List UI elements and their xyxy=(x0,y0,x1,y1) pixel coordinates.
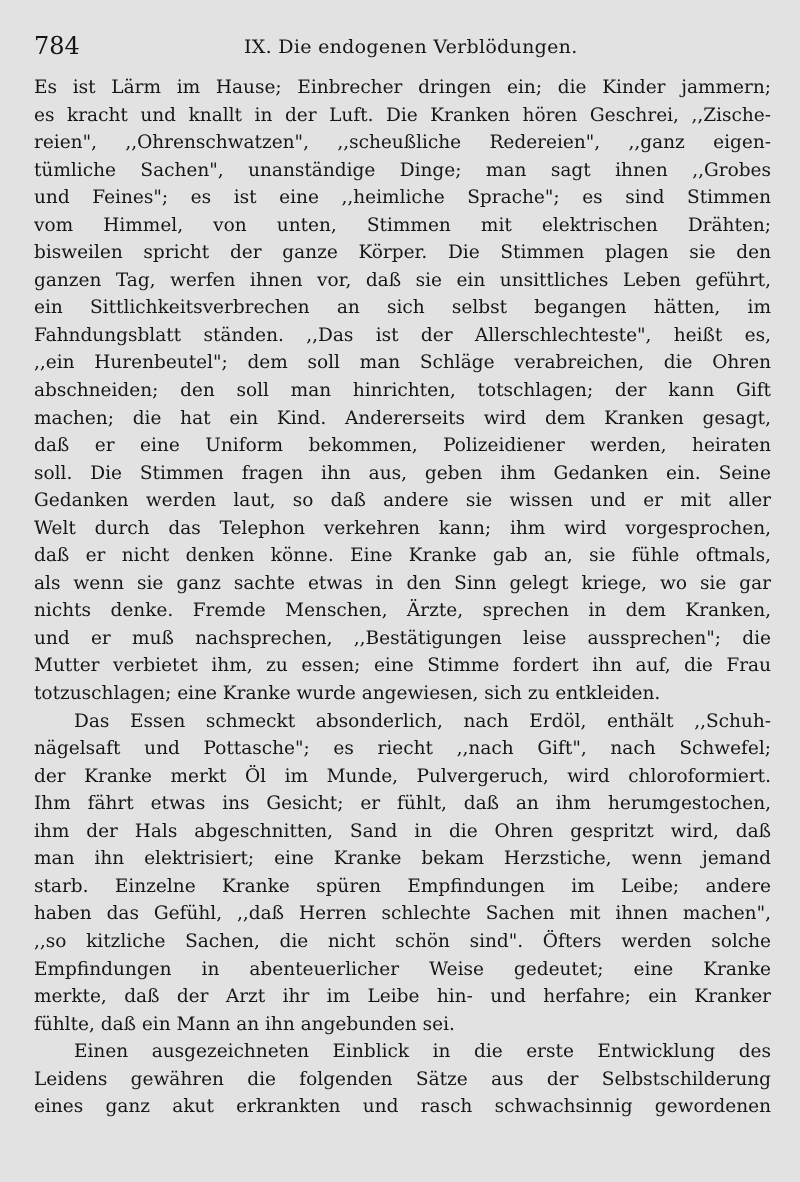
text-line: man ihn elektrisiert; eine Kranke bekam Herzstiche, wenn jemand xyxy=(34,848,771,870)
text-line: und Feines"; es ist eine ,,heimliche Sprache"; es sind Stimmen xyxy=(34,187,771,209)
text-line: Mutter verbietet ihm, zu essen; eine Stimme fordert ihn auf, die Frau xyxy=(34,655,771,677)
paragraph xyxy=(34,74,771,708)
text-line: eines ganz akut erkrankten und rasch schwachsinnig gewordenen xyxy=(34,1096,771,1118)
text-line: bisweilen spricht der ganze Körper. Die Stimmen plagen sie den xyxy=(34,242,771,264)
text-line: Empfindungen in abenteuerlicher Weise gedeutet; eine Kranke xyxy=(34,958,771,980)
text-line: abschneiden; den soll man hinrichten, totschlagen; der kann Gift xyxy=(34,380,771,402)
text-line: nägelsaft und Pottasche"; es riecht ,,nach Gift", nach Schwefel; xyxy=(34,738,771,760)
text-line: es kracht und knallt in der Luft. Die Kranken hören Geschrei, ,,Zische- xyxy=(34,104,771,126)
paragraph xyxy=(34,708,771,1039)
text-line: Leidens gewähren die folgenden Sätze aus der Selbstschilderung xyxy=(34,1068,771,1090)
text-line: Gedanken werden laut, so daß andere sie wissen und er mit aller xyxy=(34,490,771,512)
text-line: ,,ein Hurenbeutel"; dem soll man Schläge verabreichen, die Ohren xyxy=(34,352,771,374)
text-line: Das Essen schmeckt absonderlich, nach Erdöl, enthält ,,Schuh- xyxy=(74,710,771,732)
text-line: Fahndungsblatt ständen. ,,Das ist der Allerschlechteste", heißt es, xyxy=(34,324,771,346)
text-line: vom Himmel, von unten, Stimmen mit elektrischen Drähten; xyxy=(34,214,771,236)
text-line: daß er eine Uniform bekommen, Polizeidiener werden, heiraten xyxy=(34,435,771,457)
text-line: haben das Gefühl, ,,daß Herren schlechte Sachen mit ihnen machen", xyxy=(34,903,771,925)
text-line: Es ist Lärm im Hause; Einbrecher dringen ein; die Kinder jammern; xyxy=(34,77,771,98)
body-text xyxy=(34,74,771,1121)
text-line: Ihm fährt etwas ins Gesicht; er fühlt, daß an ihm herumgestochen, xyxy=(34,793,771,815)
text-line: Welt durch das Telephon verkehren kann; ihm wird vorgesprochen, xyxy=(34,517,771,539)
text-line: starb. Einzelne Kranke spüren Empfindungen im Leibe; andere xyxy=(34,875,771,897)
text-line: und er muß nachsprechen, ,,Bestätigungen leise aussprechen"; die xyxy=(34,627,771,649)
text-line: ganzen Tag, werfen ihnen vor, daß sie ein unsittliches Leben geführt, xyxy=(34,269,771,291)
text-line: ,,so kitzliche Sachen, die nicht schön sind". Öfters werden solche xyxy=(34,930,771,952)
text-line: totzuschlagen; eine Kranke wurde angewiesen, sich zu entkleiden. xyxy=(34,683,661,705)
text-line: daß er nicht denken könne. Eine Kranke gab an, sie fühle oftmals, xyxy=(34,545,771,567)
text-line: Einen ausgezeichneten Einblick in die erste Entwicklung des xyxy=(74,1041,771,1063)
page-header xyxy=(34,30,760,64)
text-line: als wenn sie ganz sachte etwas in den Sinn gelegt kriege, wo sie gar xyxy=(34,572,771,594)
paragraph xyxy=(34,1038,771,1121)
running-head: IX. Die endogenen Verblödungen. xyxy=(244,36,578,58)
text-line: machen; die hat ein Kind. Andererseits wird dem Kranken gesagt, xyxy=(34,407,771,429)
text-line: der Kranke merkt Öl im Munde, Pulvergeruch, wird chloroformiert. xyxy=(34,765,771,787)
text-line: reien", ,,Ohrenschwatzen", ,,scheußliche Redereien", ,,ganz eigen- xyxy=(34,132,771,154)
text-line: fühlte, daß ein Mann an ihn angebunden sei. xyxy=(34,1013,455,1035)
text-line: tümliche Sachen", unanständige Dinge; man sagt ihnen ,,Grobes xyxy=(34,159,771,181)
text-line: ein Sittlichkeitsverbrechen an sich selbst begangen hätten, im xyxy=(34,297,771,319)
text-line: merkte, daß der Arzt ihr im Leibe hin- und herfahre; ein Kranker xyxy=(34,986,771,1008)
text-line: nichts denke. Fremde Menschen, Ärzte, sprechen in dem Kranken, xyxy=(34,600,771,622)
text-line: ihm der Hals abgeschnitten, Sand in die Ohren gespritzt wird, daß xyxy=(34,820,771,842)
text-line: soll. Die Stimmen fragen ihn aus, geben ihm Gedanken ein. Seine xyxy=(34,462,771,484)
page-number: 784 xyxy=(34,32,80,60)
